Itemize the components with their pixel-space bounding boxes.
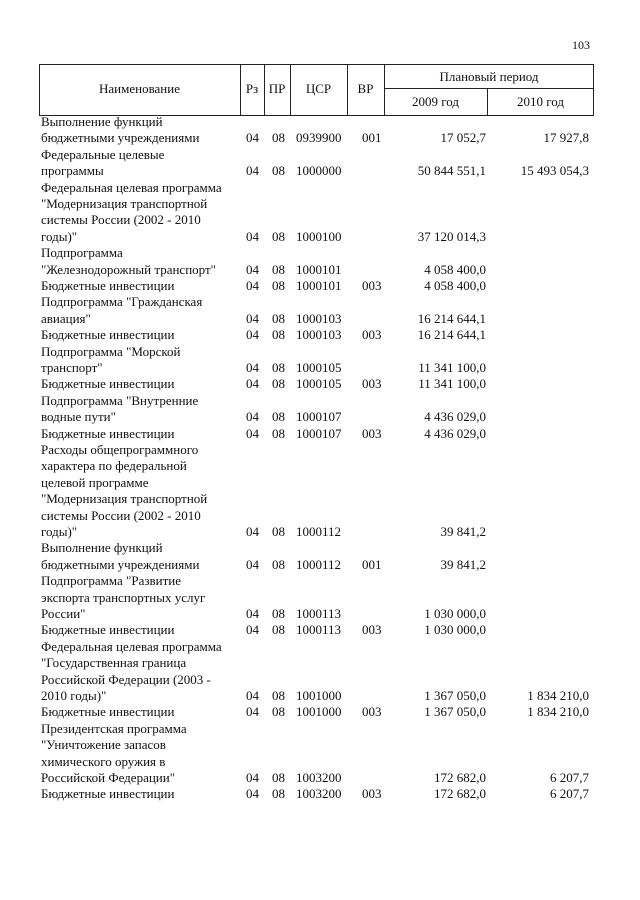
row-name-line: Бюджетные инвестиции bbox=[41, 376, 175, 392]
row-amount-2009: 172 682,0 bbox=[434, 769, 486, 785]
row-name-line: Бюджетные инвестиции bbox=[41, 327, 175, 343]
row-pr: 08 bbox=[272, 163, 285, 179]
table-row bbox=[0, 180, 640, 246]
row-name bbox=[41, 114, 241, 147]
row-csr: 1000105 bbox=[296, 359, 342, 375]
row-name-line: экспорта транспортных услуг bbox=[41, 589, 206, 605]
row-rz: 04 bbox=[246, 261, 259, 277]
header-rz: Рз bbox=[245, 81, 259, 96]
row-name-line: Бюджетные инвестиции bbox=[41, 786, 175, 802]
row-csr: 1000101 bbox=[296, 277, 342, 293]
row-name bbox=[41, 786, 241, 802]
row-pr: 08 bbox=[272, 228, 285, 244]
row-name-line: Подпрограмма "Морской bbox=[41, 343, 181, 359]
row-name bbox=[41, 344, 241, 377]
row-amount-2009: 4 058 400,0 bbox=[424, 261, 486, 277]
row-csr: 1000113 bbox=[296, 622, 342, 638]
row-csr: 1001000 bbox=[296, 687, 342, 703]
row-pr: 08 bbox=[272, 786, 285, 802]
row-amount-2009: 1 030 000,0 bbox=[424, 605, 486, 621]
row-name bbox=[41, 180, 241, 246]
table-row bbox=[0, 393, 640, 426]
row-name bbox=[41, 147, 241, 180]
table-row bbox=[0, 721, 640, 787]
table-row bbox=[0, 573, 640, 622]
row-name-line: химического оружия в bbox=[41, 753, 166, 769]
row-pr: 08 bbox=[272, 409, 285, 425]
table-row bbox=[0, 540, 640, 573]
row-name-line: программы bbox=[41, 163, 104, 179]
row-vr: 003 bbox=[362, 425, 382, 441]
row-amount-2009: 16 214 644,1 bbox=[417, 310, 486, 326]
row-name-line: Федеральные целевые bbox=[41, 146, 165, 162]
row-amount-2009: 50 844 551,1 bbox=[417, 163, 486, 179]
row-rz: 04 bbox=[246, 327, 259, 343]
row-name-line: 2010 годы)" bbox=[41, 687, 107, 703]
row-name bbox=[41, 393, 241, 426]
row-amount-2010: 1 834 210,0 bbox=[527, 687, 589, 703]
row-rz: 04 bbox=[246, 523, 259, 539]
row-vr: 003 bbox=[362, 622, 382, 638]
row-name-line: системы России (2002 - 2010 bbox=[41, 507, 201, 523]
table-row bbox=[0, 344, 640, 377]
row-name-line: водные пути" bbox=[41, 409, 116, 425]
row-rz: 04 bbox=[246, 277, 259, 293]
row-amount-2009: 4 436 029,0 bbox=[424, 409, 486, 425]
row-csr: 1000105 bbox=[296, 376, 342, 392]
table-row bbox=[0, 704, 640, 720]
row-name-line: Федеральная целевая программа bbox=[41, 638, 222, 654]
header-period-divider bbox=[384, 88, 594, 89]
row-name bbox=[41, 442, 241, 540]
row-vr: 003 bbox=[362, 376, 382, 392]
row-pr: 08 bbox=[272, 277, 285, 293]
row-csr: 1000107 bbox=[296, 409, 342, 425]
row-name-line: бюджетными учреждениями bbox=[41, 556, 200, 572]
row-name-line: Президентская программа bbox=[41, 720, 187, 736]
row-vr: 003 bbox=[362, 327, 382, 343]
table-row bbox=[0, 327, 640, 343]
row-csr: 0939900 bbox=[296, 130, 342, 146]
row-amount-2010: 6 207,7 bbox=[550, 786, 589, 802]
row-name-line: Подпрограмма "Гражданская bbox=[41, 294, 203, 310]
table-row bbox=[0, 245, 640, 278]
row-pr: 08 bbox=[272, 327, 285, 343]
row-pr: 08 bbox=[272, 310, 285, 326]
table-row bbox=[0, 114, 640, 147]
row-amount-2009: 11 341 100,0 bbox=[418, 376, 486, 392]
row-pr: 08 bbox=[272, 261, 285, 277]
header-year-2009: 2009 год bbox=[412, 94, 459, 109]
row-name bbox=[41, 704, 241, 720]
row-name bbox=[41, 573, 241, 622]
row-vr: 003 bbox=[362, 704, 382, 720]
row-name-line: "Железнодорожный транспорт" bbox=[41, 261, 216, 277]
row-csr: 1000103 bbox=[296, 327, 342, 343]
row-pr: 08 bbox=[272, 523, 285, 539]
row-csr: 1000112 bbox=[296, 556, 342, 572]
row-name-line: Российской Федерации" bbox=[41, 769, 176, 785]
row-amount-2009: 37 120 014,3 bbox=[417, 228, 486, 244]
row-name-line: транспорт" bbox=[41, 359, 103, 375]
row-name-line: авиация" bbox=[41, 310, 91, 326]
row-name-line: годы)" bbox=[41, 228, 78, 244]
row-name-line: бюджетными учреждениями bbox=[41, 130, 200, 146]
row-name-line: России" bbox=[41, 605, 86, 621]
header-planned-period: Плановый период bbox=[439, 69, 539, 84]
row-rz: 04 bbox=[246, 163, 259, 179]
row-pr: 08 bbox=[272, 687, 285, 703]
row-rz: 04 bbox=[246, 556, 259, 572]
row-amount-2009: 39 841,2 bbox=[440, 556, 486, 572]
row-name bbox=[41, 376, 241, 392]
row-amount-2010: 1 834 210,0 bbox=[527, 704, 589, 720]
row-rz: 04 bbox=[246, 310, 259, 326]
row-csr: 1001000 bbox=[296, 704, 342, 720]
row-name-line: Подпрограмма bbox=[41, 245, 123, 261]
row-name-line: Бюджетные инвестиции bbox=[41, 425, 175, 441]
row-name-line: годы)" bbox=[41, 523, 78, 539]
row-name bbox=[41, 639, 241, 705]
header-year-2010: 2010 год bbox=[517, 94, 564, 109]
row-name bbox=[41, 622, 241, 638]
header-pr: ПР bbox=[268, 81, 286, 96]
table-body bbox=[0, 114, 640, 803]
row-pr: 08 bbox=[272, 622, 285, 638]
row-name-line: Выполнение функций bbox=[41, 540, 163, 556]
row-name-line: системы России (2002 - 2010 bbox=[41, 212, 201, 228]
row-rz: 04 bbox=[246, 786, 259, 802]
row-pr: 08 bbox=[272, 704, 285, 720]
table-row bbox=[0, 426, 640, 442]
header-vr: ВР bbox=[357, 81, 374, 96]
row-csr: 1000101 bbox=[296, 261, 342, 277]
row-amount-2009: 39 841,2 bbox=[440, 523, 486, 539]
row-name bbox=[41, 278, 241, 294]
row-csr: 1000103 bbox=[296, 310, 342, 326]
row-name-line: Российской Федерации (2003 - bbox=[41, 671, 211, 687]
row-amount-2010: 17 927,8 bbox=[543, 130, 589, 146]
row-amount-2009: 11 341 100,0 bbox=[418, 359, 486, 375]
row-amount-2009: 1 030 000,0 bbox=[424, 622, 486, 638]
row-name-line: Расходы общепрограммного bbox=[41, 441, 199, 457]
table-row bbox=[0, 294, 640, 327]
row-rz: 04 bbox=[246, 359, 259, 375]
row-pr: 08 bbox=[272, 605, 285, 621]
row-csr: 1003200 bbox=[296, 786, 342, 802]
row-name bbox=[41, 721, 241, 787]
row-rz: 04 bbox=[246, 425, 259, 441]
row-pr: 08 bbox=[272, 359, 285, 375]
row-vr: 003 bbox=[362, 277, 382, 293]
row-pr: 08 bbox=[272, 130, 285, 146]
row-name-line: характера по федеральной bbox=[41, 458, 187, 474]
row-pr: 08 bbox=[272, 376, 285, 392]
row-name bbox=[41, 294, 241, 327]
row-name bbox=[41, 327, 241, 343]
table-row bbox=[0, 622, 640, 638]
table-row bbox=[0, 278, 640, 294]
row-rz: 04 bbox=[246, 605, 259, 621]
table-row bbox=[0, 376, 640, 392]
row-rz: 04 bbox=[246, 769, 259, 785]
row-amount-2009: 4 058 400,0 bbox=[424, 277, 486, 293]
row-rz: 04 bbox=[246, 130, 259, 146]
row-name bbox=[41, 540, 241, 573]
header-name: Наименование bbox=[99, 81, 180, 96]
row-csr: 1000100 bbox=[296, 228, 342, 244]
row-name-line: целевой программе bbox=[41, 474, 149, 490]
row-amount-2009: 4 436 029,0 bbox=[424, 425, 486, 441]
header-top-border bbox=[39, 64, 594, 65]
row-rz: 04 bbox=[246, 409, 259, 425]
row-name-line: "Модернизация транспортной bbox=[41, 491, 208, 507]
row-name-line: Бюджетные инвестиции bbox=[41, 622, 175, 638]
row-name-line: Выполнение функций bbox=[41, 114, 163, 129]
row-amount-2009: 1 367 050,0 bbox=[424, 704, 486, 720]
table-row bbox=[0, 442, 640, 540]
row-amount-2009: 17 052,7 bbox=[440, 130, 486, 146]
row-name-line: Бюджетные инвестиции bbox=[41, 704, 175, 720]
row-vr: 001 bbox=[362, 130, 382, 146]
row-name bbox=[41, 426, 241, 442]
page-number: 103 bbox=[572, 38, 590, 52]
row-rz: 04 bbox=[246, 704, 259, 720]
header-csr: ЦСР bbox=[305, 81, 332, 96]
row-rz: 04 bbox=[246, 687, 259, 703]
row-pr: 08 bbox=[272, 425, 285, 441]
row-name-line: Бюджетные инвестиции bbox=[41, 277, 175, 293]
row-amount-2009: 1 367 050,0 bbox=[424, 687, 486, 703]
row-name-line: "Государственная граница bbox=[41, 655, 187, 671]
row-amount-2009: 16 214 644,1 bbox=[417, 327, 486, 343]
table-row bbox=[0, 786, 640, 802]
row-name-line: Подпрограмма "Внутренние bbox=[41, 392, 199, 408]
row-csr: 1000112 bbox=[296, 523, 342, 539]
table-header bbox=[39, 64, 594, 116]
row-csr: 1003200 bbox=[296, 769, 342, 785]
table-row bbox=[0, 639, 640, 705]
row-amount-2010: 15 493 054,3 bbox=[520, 163, 589, 179]
row-csr: 1000113 bbox=[296, 605, 342, 621]
row-rz: 04 bbox=[246, 228, 259, 244]
row-vr: 001 bbox=[362, 556, 382, 572]
row-name-line: "Модернизация транспортной bbox=[41, 196, 208, 211]
table-row bbox=[0, 147, 640, 180]
row-name-line: "Уничтожение запасов bbox=[41, 737, 166, 753]
row-rz: 04 bbox=[246, 622, 259, 638]
row-pr: 08 bbox=[272, 556, 285, 572]
row-pr: 08 bbox=[272, 769, 285, 785]
row-amount-2009: 172 682,0 bbox=[434, 786, 486, 802]
row-vr: 003 bbox=[362, 786, 382, 802]
row-name bbox=[41, 245, 241, 278]
row-name-line: Подпрограмма "Развитие bbox=[41, 573, 182, 589]
row-amount-2010: 6 207,7 bbox=[550, 769, 589, 785]
row-csr: 1000107 bbox=[296, 425, 342, 441]
row-name-line: Федеральная целевая программа bbox=[41, 179, 222, 195]
row-rz: 04 bbox=[246, 376, 259, 392]
row-csr: 1000000 bbox=[296, 163, 342, 179]
